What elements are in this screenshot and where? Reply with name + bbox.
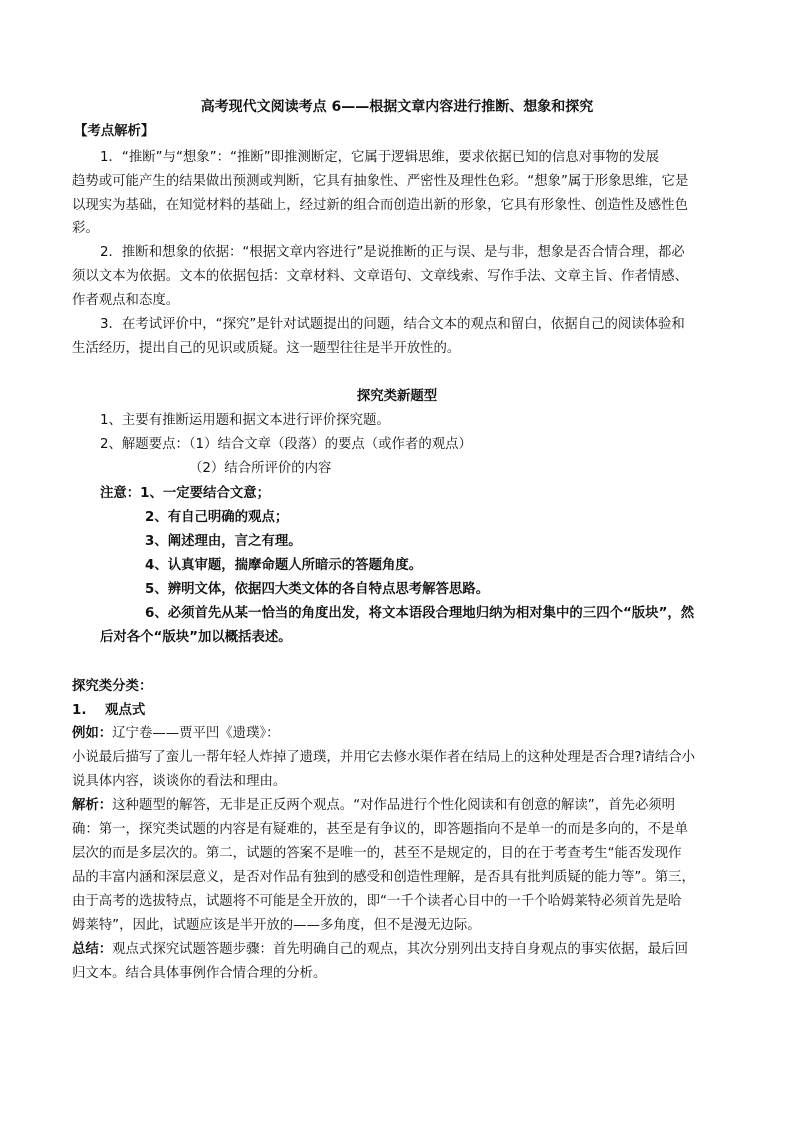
- note-item: 3、阐述理由，言之有理。: [145, 534, 302, 549]
- page-title: 高考现代文阅读考点 6——根据文章内容进行推断、想象和探究: [200, 99, 594, 115]
- note-item: 注意：1、一定要结合文意；: [100, 486, 271, 501]
- note-item: 2、有自己明确的观点；: [145, 510, 289, 525]
- analysis-line: 姆莱特”，因此，试题应该是半开放的——多角度，但不是漫无边际。: [72, 918, 481, 933]
- summary-text: 观点式探究试题答题步骤：首先明确自己的观点，其次分别列出支持自身观点的事实依据，最后回: [112, 942, 688, 957]
- paragraph-line: 趋势或可能产生的结果做出预测或判断，它具有抽象性、严密性及理性色彩。“想象”属于形象思维，它是: [72, 174, 689, 189]
- summary-line: [72, 941, 688, 959]
- paragraph-line: 须以文本为依据。文本的依据包括：文章材料、文章语句、文章线索、写作手法、文章主旨、作者情感、: [72, 269, 688, 284]
- list-item: 1、主要有推断运用题和据文本进行评价探究题。: [100, 413, 390, 428]
- note-item: 后对各个“版块”加以概括表述。: [100, 630, 292, 645]
- subsection-heading: 探究类新题型: [356, 389, 438, 404]
- analysis-line: 层次的而是多层次的。第二，试题的答案不是唯一的，甚至不是规定的，目的在于考查考生“能否发现作: [72, 846, 682, 861]
- question-line: 小说最后描写了蛮儿一帮年轻人炸掉了遗璞，并用它去修水渠作者在结局上的这种处理是否合理?请结合小: [72, 750, 696, 765]
- note-item: 4、认真审题，揣摩命题人所暗示的答题角度。: [145, 558, 423, 573]
- summary-label: 总结：: [72, 942, 113, 957]
- paragraph-line: 彩。: [72, 221, 99, 236]
- paragraph-line: 作者观点和态度。: [72, 293, 180, 308]
- section-heading: 【考点解析】: [74, 124, 155, 139]
- summary-line: 归文本。结合具体事例作合情合理的分析。: [72, 966, 327, 981]
- analysis-text: 这种题型的解答，无非是正反两个观点。“对作品进行个性化阅读和有创意的解读”，首先必须明: [112, 798, 676, 813]
- paragraph-line: 3．在考试评价中，“探究”是针对试题提出的问题，结合文本的观点和留白，依据自己的阅读体验和: [100, 317, 685, 332]
- example-line: [72, 725, 280, 743]
- list-item: （2）结合所评价的内容: [189, 461, 332, 476]
- example-label: 例如：: [72, 726, 113, 741]
- paragraph-line: 1．“推断”与“想象”：“推断”即推测断定，它属于逻辑思维，要求依据已知的信息对事物的发展: [100, 150, 659, 165]
- classification-heading: 探究类分类：: [72, 679, 153, 694]
- paragraph-line: 生活经历，提出自己的见识或质疑。这一题型往往是半开放性的。: [72, 341, 461, 356]
- note-item: 6、必须首先从某一恰当的角度出发，将文本语段合理地归纳为相对集中的三四个“版块”，然: [145, 606, 695, 621]
- note-item: 5、辨明文体，依据四大类文体的各自特点思考解答思路。: [145, 582, 490, 597]
- analysis-label: 解析：: [72, 798, 113, 813]
- question-line: 说具体内容，谈谈你的看法和理由。: [72, 774, 287, 789]
- analysis-line: [72, 797, 675, 815]
- list-item: 2、解题要点：（1）结合文章（段落）的要点（或作者的观点）: [100, 437, 472, 452]
- paragraph-line: 以现实为基础，在知觉材料的基础上，经过新的组合而创造出新的形象，它具有形象性、创造性及感性色: [72, 198, 688, 213]
- classification-subheading: 1. 观点式: [72, 703, 146, 718]
- analysis-line: 由于高考的选拔特点，试题将不可能是全开放的，即“一千个读者心目中的一千个哈姆莱特必须首先是哈: [72, 894, 682, 909]
- analysis-line: 确：第一，探究类试题的内容是有疑难的，甚至是有争议的，即答题指向不是单一的而是多向的，不是单: [72, 822, 688, 837]
- paragraph-line: 2．推断和想象的依据：“根据文章内容进行”是说推断的正与误、是与非，想象是否合情合理，都必: [100, 245, 685, 260]
- analysis-line: 品的丰富内涵和深层意义，是否对作品有独到的感受和创造性理解，是否具有批判质疑的能力等”。第三，: [72, 870, 695, 885]
- example-source: 辽宁卷——贾平凹《遗璞》：: [112, 726, 280, 741]
